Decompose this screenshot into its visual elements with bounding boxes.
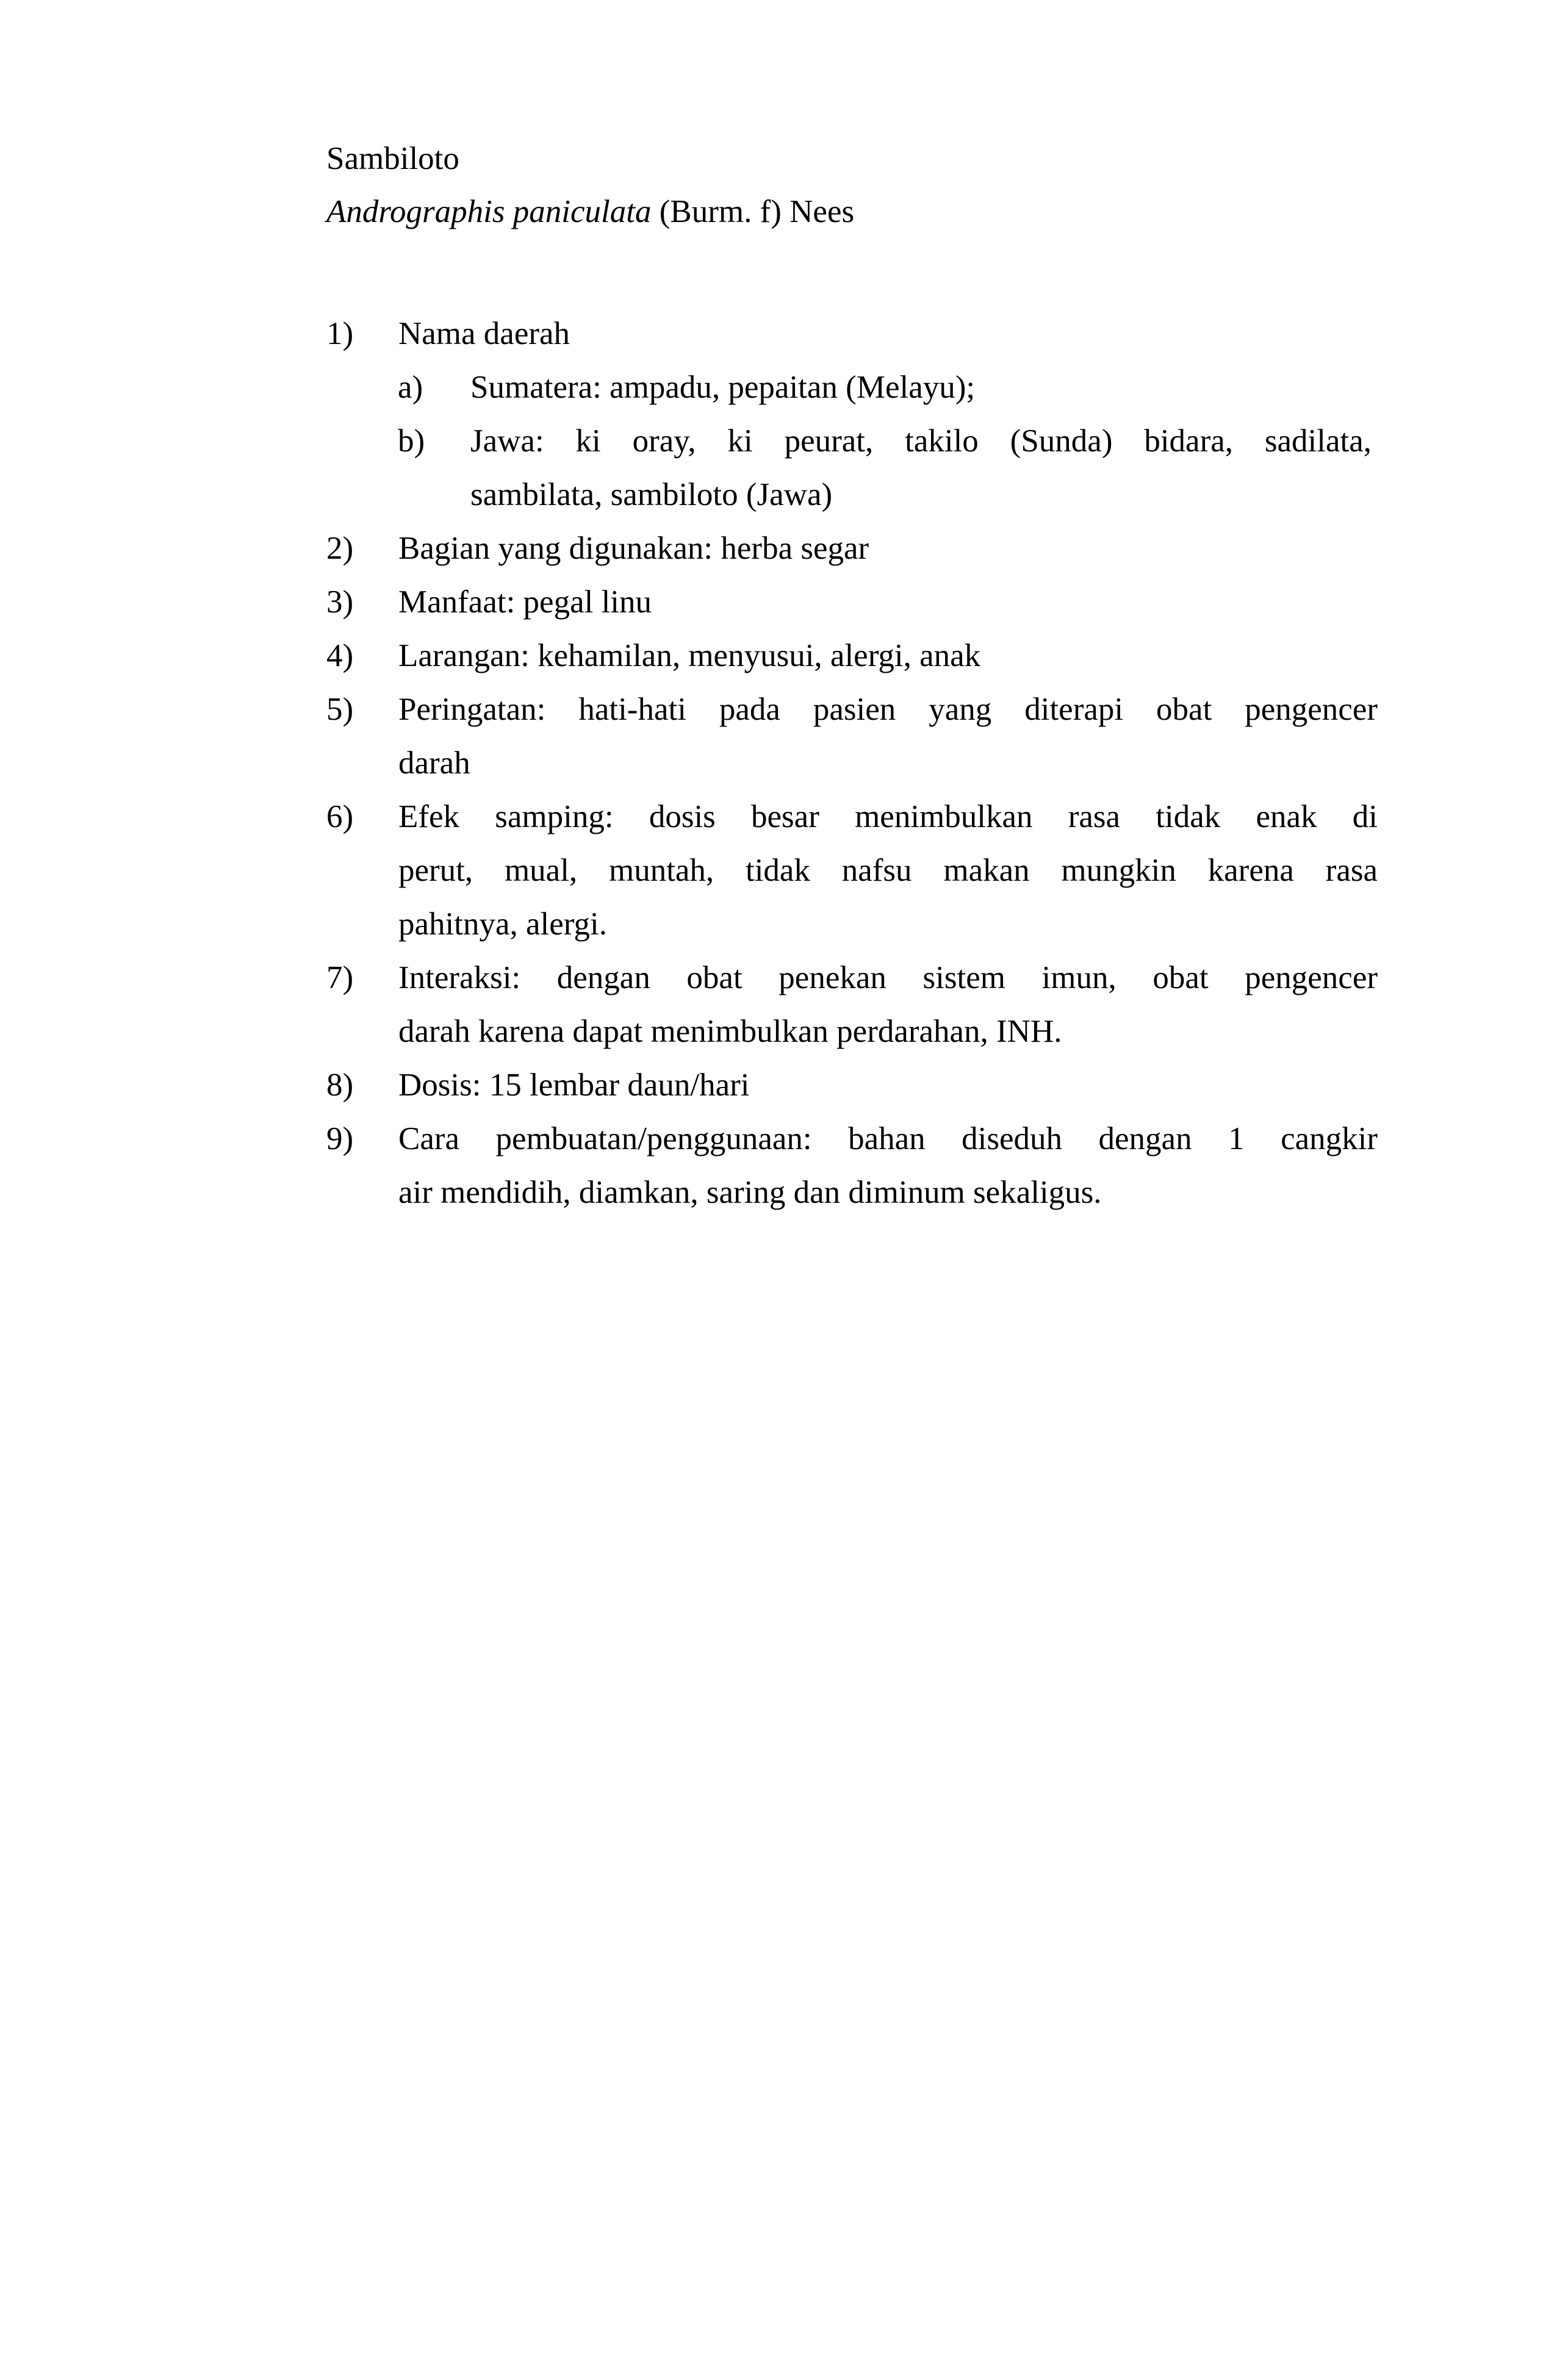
list-number: 2) bbox=[326, 531, 354, 566]
list-text: Manfaat: pegal linu bbox=[398, 584, 652, 620]
list-text-continued: air mendidih, diamkan, saring dan diminum sekaligus. bbox=[398, 1175, 1102, 1210]
document-title: Sambiloto bbox=[326, 141, 459, 176]
scientific-name-italic: Andrographis paniculata bbox=[326, 194, 652, 229]
sub-list-text-continued: sambilata, sambiloto (Jawa) bbox=[470, 477, 833, 512]
list-number: 7) bbox=[326, 960, 354, 995]
sub-list-letter: a) bbox=[398, 370, 423, 405]
list-text: Larangan: kehamilan, menyusui, alergi, anak bbox=[398, 638, 981, 673]
list-number: 1) bbox=[326, 316, 354, 351]
list-text-continued: pahitnya, alergi. bbox=[398, 906, 607, 942]
list-text: Efek samping: dosis besar menimbulkan rasa tidak enak di bbox=[398, 799, 1378, 834]
list-number: 4) bbox=[326, 638, 354, 673]
list-number: 5) bbox=[326, 692, 354, 727]
list-text: Interaksi: dengan obat penekan sistem imun, obat pengencer bbox=[398, 960, 1378, 995]
sub-list-text: Jawa: ki oray, ki peurat, takilo (Sunda) bidara, sadilata, bbox=[470, 423, 1372, 459]
list-number: 6) bbox=[326, 799, 354, 834]
list-text-continued: darah bbox=[398, 745, 470, 781]
list-text: Nama daerah bbox=[398, 316, 570, 351]
scientific-name-author: (Burm. f) Nees bbox=[659, 194, 855, 229]
sub-list-text: Sumatera: ampadu, pepaitan (Melayu); bbox=[470, 370, 976, 405]
list-text: Cara pembuatan/penggunaan: bahan diseduh dengan 1 cangkir bbox=[398, 1121, 1378, 1156]
list-text-continued: darah karena dapat menimbulkan perdarahan, INH. bbox=[398, 1014, 1062, 1049]
list-text: Peringatan: hati-hati pada pasien yang diterapi obat pengencer bbox=[398, 692, 1378, 727]
list-text: Dosis: 15 lembar daun/hari bbox=[398, 1067, 750, 1103]
list-number: 3) bbox=[326, 584, 354, 620]
list-number: 9) bbox=[326, 1121, 354, 1156]
list-number: 8) bbox=[326, 1067, 354, 1103]
list-text-continued: perut, mual, muntah, tidak nafsu makan mungkin karena rasa bbox=[398, 853, 1378, 888]
list-text: Bagian yang digunakan: herba segar bbox=[398, 531, 869, 566]
scientific-name bbox=[326, 196, 854, 228]
sub-list-letter: b) bbox=[398, 423, 425, 459]
